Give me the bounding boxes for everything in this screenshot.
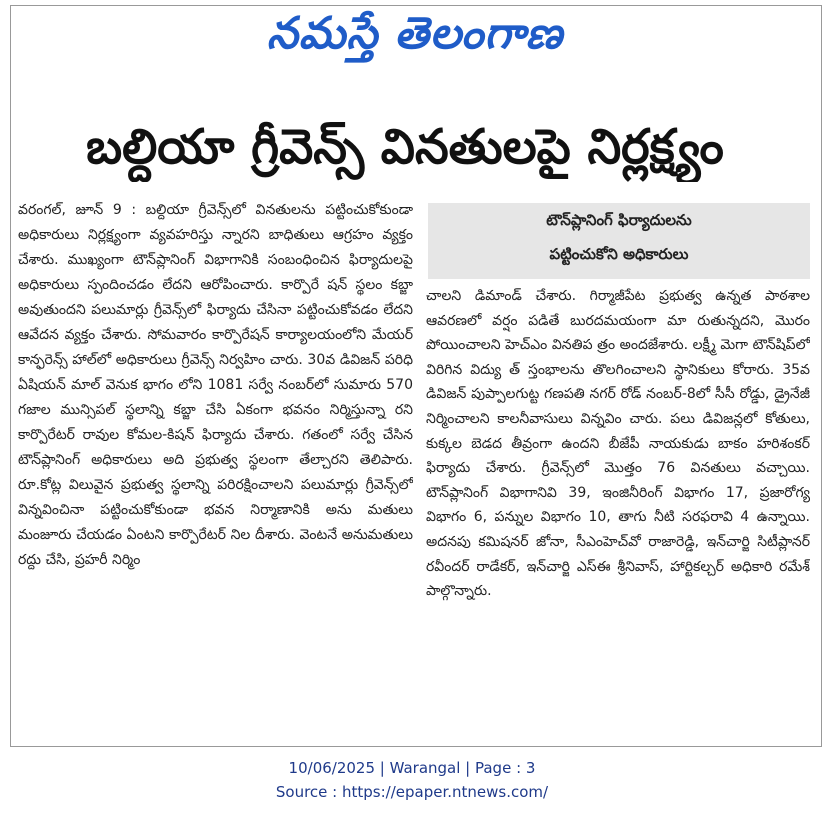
subheading-line-2: పట్టించుకోని అధికారులు (549, 245, 689, 263)
source-footer (0, 756, 824, 804)
subheading-line-1: టౌన్‌ప్లానింగ్ ఫిర్యాదులను (546, 211, 692, 229)
article-body-left-column (18, 198, 413, 733)
article-body-right-column (426, 284, 810, 734)
article-text-left: వరంగల్, జూన్ 9 : బల్దియా గ్రీవెన్స్‌లో వినతులను పట్టించుకోకుండా అధికారులు నిర్లక్ష్యంగా వ్యవహరిస్తు న్నారని బాధితులు ఆగ్రహం వ్యక్తం చేశారు. ముఖ్యంగా టౌన్‌ప్లానింగ్ విభాగానికి సంబంధించిన ఫిర్యాదులపై అధికారులు స్పందించడం లేదని ఆరోపించారు. కార్పొరే షన్ స్థలం కబ్జా అవుతుందని పలుమార్లు గ్రీవెన్స్‌లో ఫిర్యాదు చేసినా పట్టించుకోవడం లేదని ఆవేదన వ్యక్తం చేశారు. సోమవారం కార్పొరేషన్ కార్యాలయంలోని మేయర్ కాన్ఫరెన్స్ హాల్‌లో అధికారులు గ్రీవెన్స్ నిర్వహిం చారు. 30వ డివిజన్ పరిధి ఏషియన్ మాల్ వెనుక భాగం లోని 1081 సర్వే నంబర్‌లో సుమారు 570 గజాల మున్సిపల్ స్థలాన్ని కబ్జా చేసి ఏకంగా భవనం నిర్మిస్తున్నా రని కార్పొరేటర్ రావుల కోమల-కిషన్ ఫిర్యాదు చేశారు. గతంలో సర్వే చేసిన టౌన్‌ప్లానింగ్ అధికారులు అది ప్రభుత్వ స్థలంగా తేల్చారని తెలిపారు. రూ.కోట్ల విలువైన ప్రభుత్వ స్థలాన్ని పరిరక్షించాలని పలుమార్లు గ్రీవెన్స్‌లో విన్నవించినా పట్టించుకోకుండా భవన నిర్మాణానికి అను మతులు మంజూరు చేయడం ఏంటని కార్పొరేటర్ నిల దీశారు. వెంటనే అనుమతులు రద్దు చేసి, ప్రహరీ నిర్మిం (18, 202, 413, 568)
article-text-right: చాలని డిమాండ్ చేశారు. గిర్మాజీపేట ప్రభుత్వ ఉన్నత పాఠశాల ఆవరణలో వర్షం పడితే బురదమయంగా మా రుతున్నదని, మొరం పోయించాలని హెచ్ఎం వినతిప త్రం అందజేశారు. లక్ష్మీ మెగా టౌన్‌షిప్‌లో విరిగిన విద్యు త్ స్తంభాలను తొలగించాలని స్థానికులు కోరారు. 35వ డివిజన్ పుప్పాలగుట్ట గణపతి నగర్ రోడ్ నంబర్-8లో సీసీ రోడ్డు, డ్రైనేజీ నిర్మించాలని కాలనీవాసులు విన్నవిం చారు. పలు డివిజన్లలో కోతులు, కుక్కల బెడద తీవ్రంగా ఉందని బీజేపీ నాయకుడు బాకం హరిశంకర్ ఫిర్యాదు చేశారు. గ్రీవెన్స్‌లో మొత్తం 76 వినతులు వచ్చాయి. టౌన్‌ప్లానింగ్ విభాగానివి 39, ఇంజినీరింగ్ విభాగం 17, ప్రజారోగ్య విభాగం 6, పన్నుల విభాగం 10, తాగు నీటి సరఫరావి 4 ఉన్నాయి. అదనపు కమిషనర్ జోనా, సీఎంహెచ్‌వో రాజారెడ్డి, ఇన్‌చార్జి సిటీప్లానర్ రవీందర్ రాడేకర్, ఇన్‌చార్జి ఎస్ఈ శ్రీనివాస్, హార్టికల్చర్ అధికారి రమేశ్ పాల్గొన్నారు. (426, 288, 810, 600)
masthead-logo: నమస్తే తెలంగాణ (266, 8, 564, 59)
article-headline: బల్దియా గ్రీవెన్స్ వినతులపై నిర్లక్ష్యం (86, 119, 724, 175)
subheading-box (428, 203, 810, 279)
footer-date-edition: 10/06/2025 | Warangal | Page : 3 (288, 759, 536, 777)
footer-source-link[interactable]: Source : https://epaper.ntnews.com/ (275, 783, 549, 801)
